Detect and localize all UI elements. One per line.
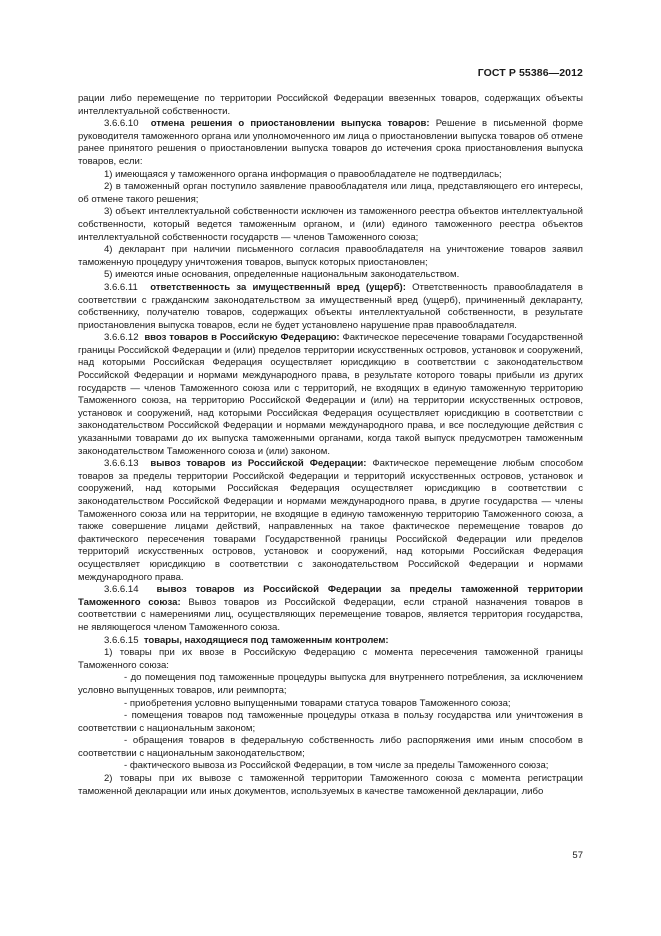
definition-paragraph	[78, 635, 583, 648]
definition-number: 3.6.6.14	[104, 584, 139, 596]
document-id-header: ГОСТ Р 55386—2012	[477, 67, 583, 79]
list-item: 5) имеются иные основания, определенные национальным законодательством.	[104, 269, 460, 281]
definition-paragraph	[78, 332, 583, 458]
definition-term: ответственность за имущественный вред (ущерб):	[150, 281, 406, 293]
definition-text: Ответственность правообладателя в соответствии с гражданским законодательством за имущественный вред (ущерб), причиненный декларанту, собственнику, получателю товаров, содержащих объекты интеллектуальной собственности, в результате приостановления выпуска товаров, если не будет установлено нарушение прав правообладателя.	[78, 281, 583, 331]
definition-number: 3.6.6.12	[104, 332, 139, 344]
definition-paragraph	[78, 584, 583, 634]
definition-term: ввоз товаров в Российскую Федерацию:	[144, 332, 340, 344]
definition-text: Фактическое перемещение любым способом товаров за пределы территории Российской Федерации и территорий искусственных островов, установок и сооружений, над которыми Российская Федерация осуществляет юрисдикцию в соответствии с законодательством Российской Федерации и нормами международного права, в другие государства — члены Таможенного союза или на территории, не входящие в единую таможенную территорию Таможенного союза, а также совершение лицами действий, направленных на такое фактическое перемещение товаров до фактического пересечения товарами Государственной границы Российской Федерации или пределов территорий искусственных островов, установок и сооружений, над которыми Российская Федерация осуществляет юрисдикцию в соответствии с законодательством Российской Федерации и нормами международного права.	[78, 458, 584, 583]
definition-term: вывоз товаров из Российской Федерации:	[150, 458, 367, 470]
dash-item: - обращения товаров в федеральную собственность либо распоряжения ими иным способом в соответствии с национальным законодательством;	[78, 735, 583, 759]
definition-paragraph	[78, 282, 583, 332]
dash-item: - фактического вывоза из Российской Федерации, в том числе за пределы Таможенного союза;	[124, 760, 549, 772]
list-item: 1) товары при их ввозе в Российскую Федерацию с момента пересечения таможенной границы Таможенного союза:	[78, 647, 583, 671]
definition-term: товары, находящиеся под таможенным контролем:	[143, 634, 389, 646]
list-item: 4) декларант при наличии письменного согласия правообладателя на уничтожение товаров заявил таможенную процедуру уничтожения товаров, выпуск которых приостановлен;	[78, 244, 583, 268]
definition-number: 3.6.6.11	[104, 281, 138, 293]
definition-text: Фактическое пересечение товарами Государственной границы Российской Федерации и (или) пределов территории искусственных островов, установок и сооружений, над которыми Российская Федерация осуществляет юрисдикцию в соответствии с законодательством Российской Федерации и нормами международного права, в результате которого товары прибыли из других государств — членов Таможенного союза или с территорий, не входящих в единую таможенную территорию Таможенного союза, на территорию Российской Федерации и (или) на территории искусственных островов, установок и сооружений, над которыми Российская Федерация осуществляет юрисдикцию в соответствии с законодательством Российской Федерации и нормами международного права, и все последующие действия с указанными товарами до их выпуска таможенными органами, когда такой выпуск предусмотрен таможенным законодательством Таможенного союза и (или) законом.	[78, 332, 583, 457]
definition-paragraph	[78, 118, 583, 168]
dash-item: - приобретения условно выпущенными товарами статуса товаров Таможенного союза;	[124, 697, 511, 709]
dash-item: - помещения товаров под таможенные процедуры отказа в пользу государства или уничтожения в соответствии с национальным законом;	[78, 710, 583, 734]
definition-paragraph	[78, 458, 583, 584]
page-number: 57	[572, 850, 583, 861]
definition-text: Вывоз товаров из Российской Федерации, если страной назначения товаров в соответствии с намерениями лиц, осуществляющих перемещение товаров, является территория государства, не являющегося членом Таможенного союза.	[78, 596, 583, 633]
definition-term: отмена решения о приостановлении выпуска товаров:	[150, 118, 430, 130]
dash-item: - до помещения под таможенные процедуры выпуска для внутреннего потребления, за исключением условно выпущенных товаров, или реимпорта;	[78, 672, 583, 696]
body-text	[78, 93, 583, 798]
list-item: 2) товары при их вывозе с таможенной территории Таможенного союза с момента регистрации таможенной декларации или иных документов, используемых в качестве таможенной декларации, либо	[78, 773, 583, 797]
definition-number: 3.6.6.15	[104, 634, 139, 646]
list-item: 1) имеющаяся у таможенного органа информация о правообладателе не подтвердилась;	[104, 168, 502, 180]
list-item: 2) в таможенный орган поступило заявление правообладателя или лица, представляющего его интересы, об отмене такого решения;	[78, 181, 583, 205]
list-item: 3) объект интеллектуальной собственности исключен из таможенного реестра объектов интеллектуальной собственности, который ведется таможенным органом, и (или) единого таможенного реестра объектов интеллектуальной собственности государств — членов Таможенного союза;	[78, 206, 583, 243]
definition-number: 3.6.6.13	[104, 458, 139, 470]
paragraph: рации либо перемещение по территории Российской Федерации ввезенных товаров, содержащих объекты интеллектуальной собственности.	[78, 93, 583, 117]
definition-term: вывоз товаров из Российской Федерации за пределы таможенной территории Таможенного союза:	[78, 584, 584, 608]
definition-number: 3.6.6.10	[104, 118, 139, 130]
definition-text: Решение в письменной форме руководителя таможенного органа или уполномоченного им лица о приостановлении выпуска товаров об отмене ранее принятого решения о приостановлении выпуска товаров до истечения срока приостановления выпуска товаров, если:	[78, 118, 584, 167]
